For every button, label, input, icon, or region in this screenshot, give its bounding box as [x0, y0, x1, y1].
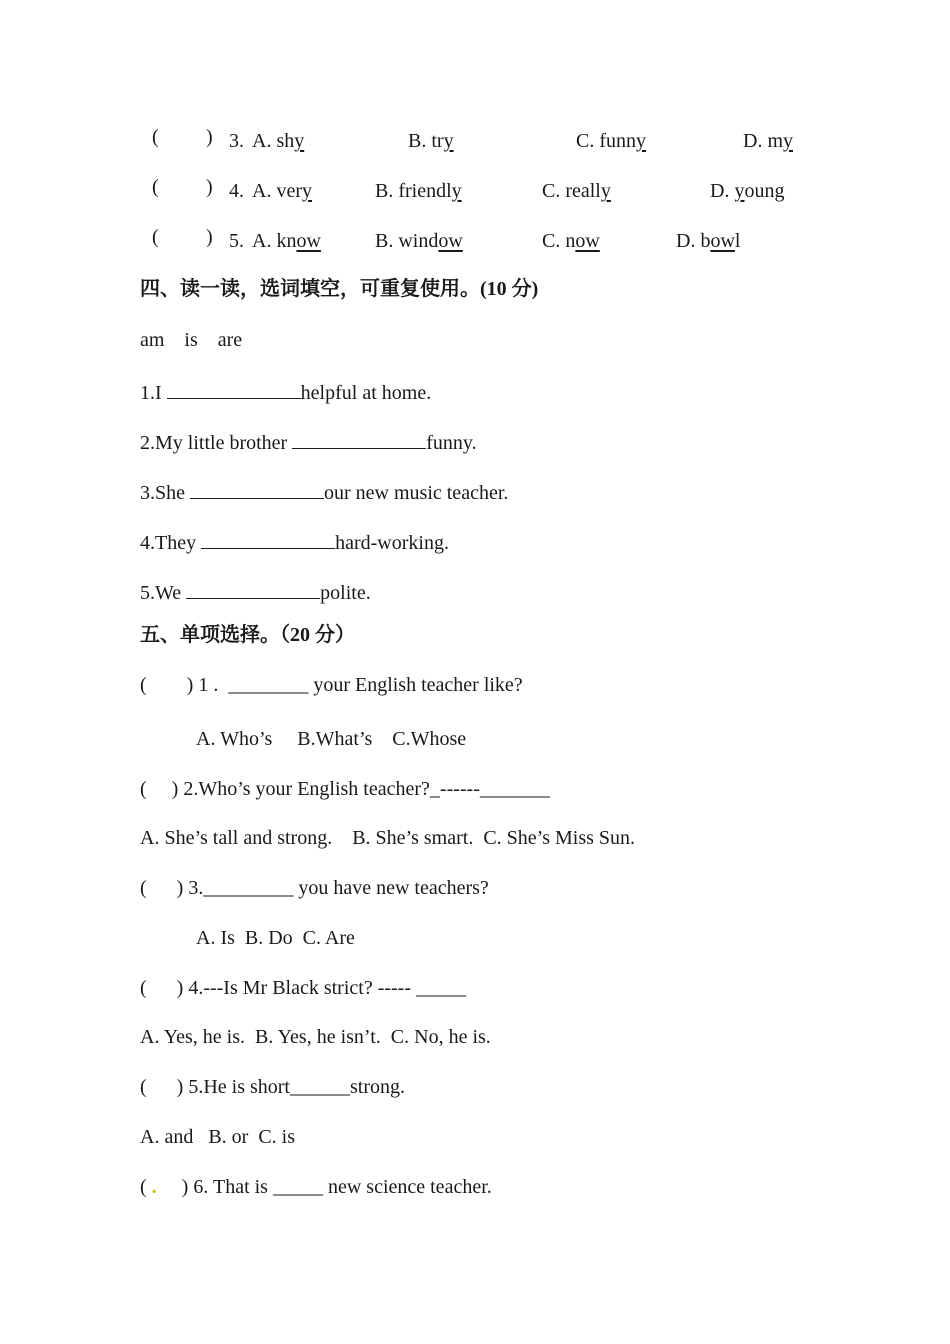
- section-5-heading: 五、单项选择。（20 分）: [140, 622, 355, 646]
- mc-options-1: A. Who’s B.What’s C.Whose: [196, 728, 467, 750]
- answer-blank[interactable]: [186, 578, 320, 599]
- fill-item: 5.We polite.: [140, 578, 371, 605]
- option-d: D. young: [710, 180, 785, 202]
- option-b: B. friendly: [375, 180, 462, 202]
- mc-question-2: ( ) 2.Who’s your English teacher?_------_______: [140, 778, 550, 800]
- mc-options-3: A. Is B. Do C. Are: [196, 927, 355, 949]
- answer-paren-open: (: [152, 126, 159, 148]
- mc-question-6: ( . ) 6. That is _____ new science teacher.: [140, 1176, 492, 1198]
- option-d: D. bowl: [676, 230, 741, 252]
- mc-question-3: ( ) 3._________ you have new teachers?: [140, 877, 489, 899]
- fill-item: 2.My little brother funny.: [140, 428, 477, 455]
- mc-question-4: ( ) 4.---Is Mr Black strict? ----- _____: [140, 977, 467, 999]
- fill-item: 1.I helpful at home.: [140, 378, 431, 405]
- option-c: C. now: [542, 230, 600, 252]
- answer-paren-close: ): [206, 126, 213, 148]
- answer-blank[interactable]: [190, 478, 324, 499]
- question-number: 5.: [229, 230, 244, 252]
- answer-paren-close: ): [206, 226, 213, 248]
- mc-question-1: ( ) 1 . ________ your English teacher like?: [140, 674, 523, 696]
- mc-options-5: A. and B. or C. is: [140, 1126, 295, 1148]
- answer-paren-open: (: [152, 176, 159, 198]
- section-4-heading: 四、读一读，选词填空，可重复使用。(10 分): [140, 276, 539, 300]
- option-c: C. funny: [576, 130, 646, 152]
- answer-blank[interactable]: [167, 378, 301, 399]
- mc-question-5: ( ) 5.He is short______strong.: [140, 1076, 405, 1098]
- option-a: A. know: [252, 230, 321, 252]
- question-number: 4.: [229, 180, 244, 202]
- option-d: D. my: [743, 130, 793, 152]
- answer-blank[interactable]: [201, 528, 335, 549]
- fill-item: 3.She our new music teacher.: [140, 478, 508, 505]
- answer-paren-close: ): [206, 176, 213, 198]
- fill-item: 4.They hard-working.: [140, 528, 449, 555]
- word-bank: am is are: [140, 329, 243, 351]
- option-b: B. try: [408, 130, 454, 152]
- option-c: C. really: [542, 180, 611, 202]
- yellow-dot-mark: .: [151, 1176, 157, 1198]
- option-a: A. very: [252, 180, 312, 202]
- option-b: B. window: [375, 230, 463, 252]
- question-number: 3.: [229, 130, 244, 152]
- answer-blank[interactable]: [292, 428, 426, 449]
- mc-options-4: A. Yes, he is. B. Yes, he isn’t. C. No, he is.: [140, 1026, 491, 1048]
- mc-options-2: A. She’s tall and strong. B. She’s smart. C. She’s Miss Sun.: [140, 827, 636, 849]
- option-a: A. shy: [252, 130, 305, 152]
- answer-paren-open: (: [152, 226, 159, 248]
